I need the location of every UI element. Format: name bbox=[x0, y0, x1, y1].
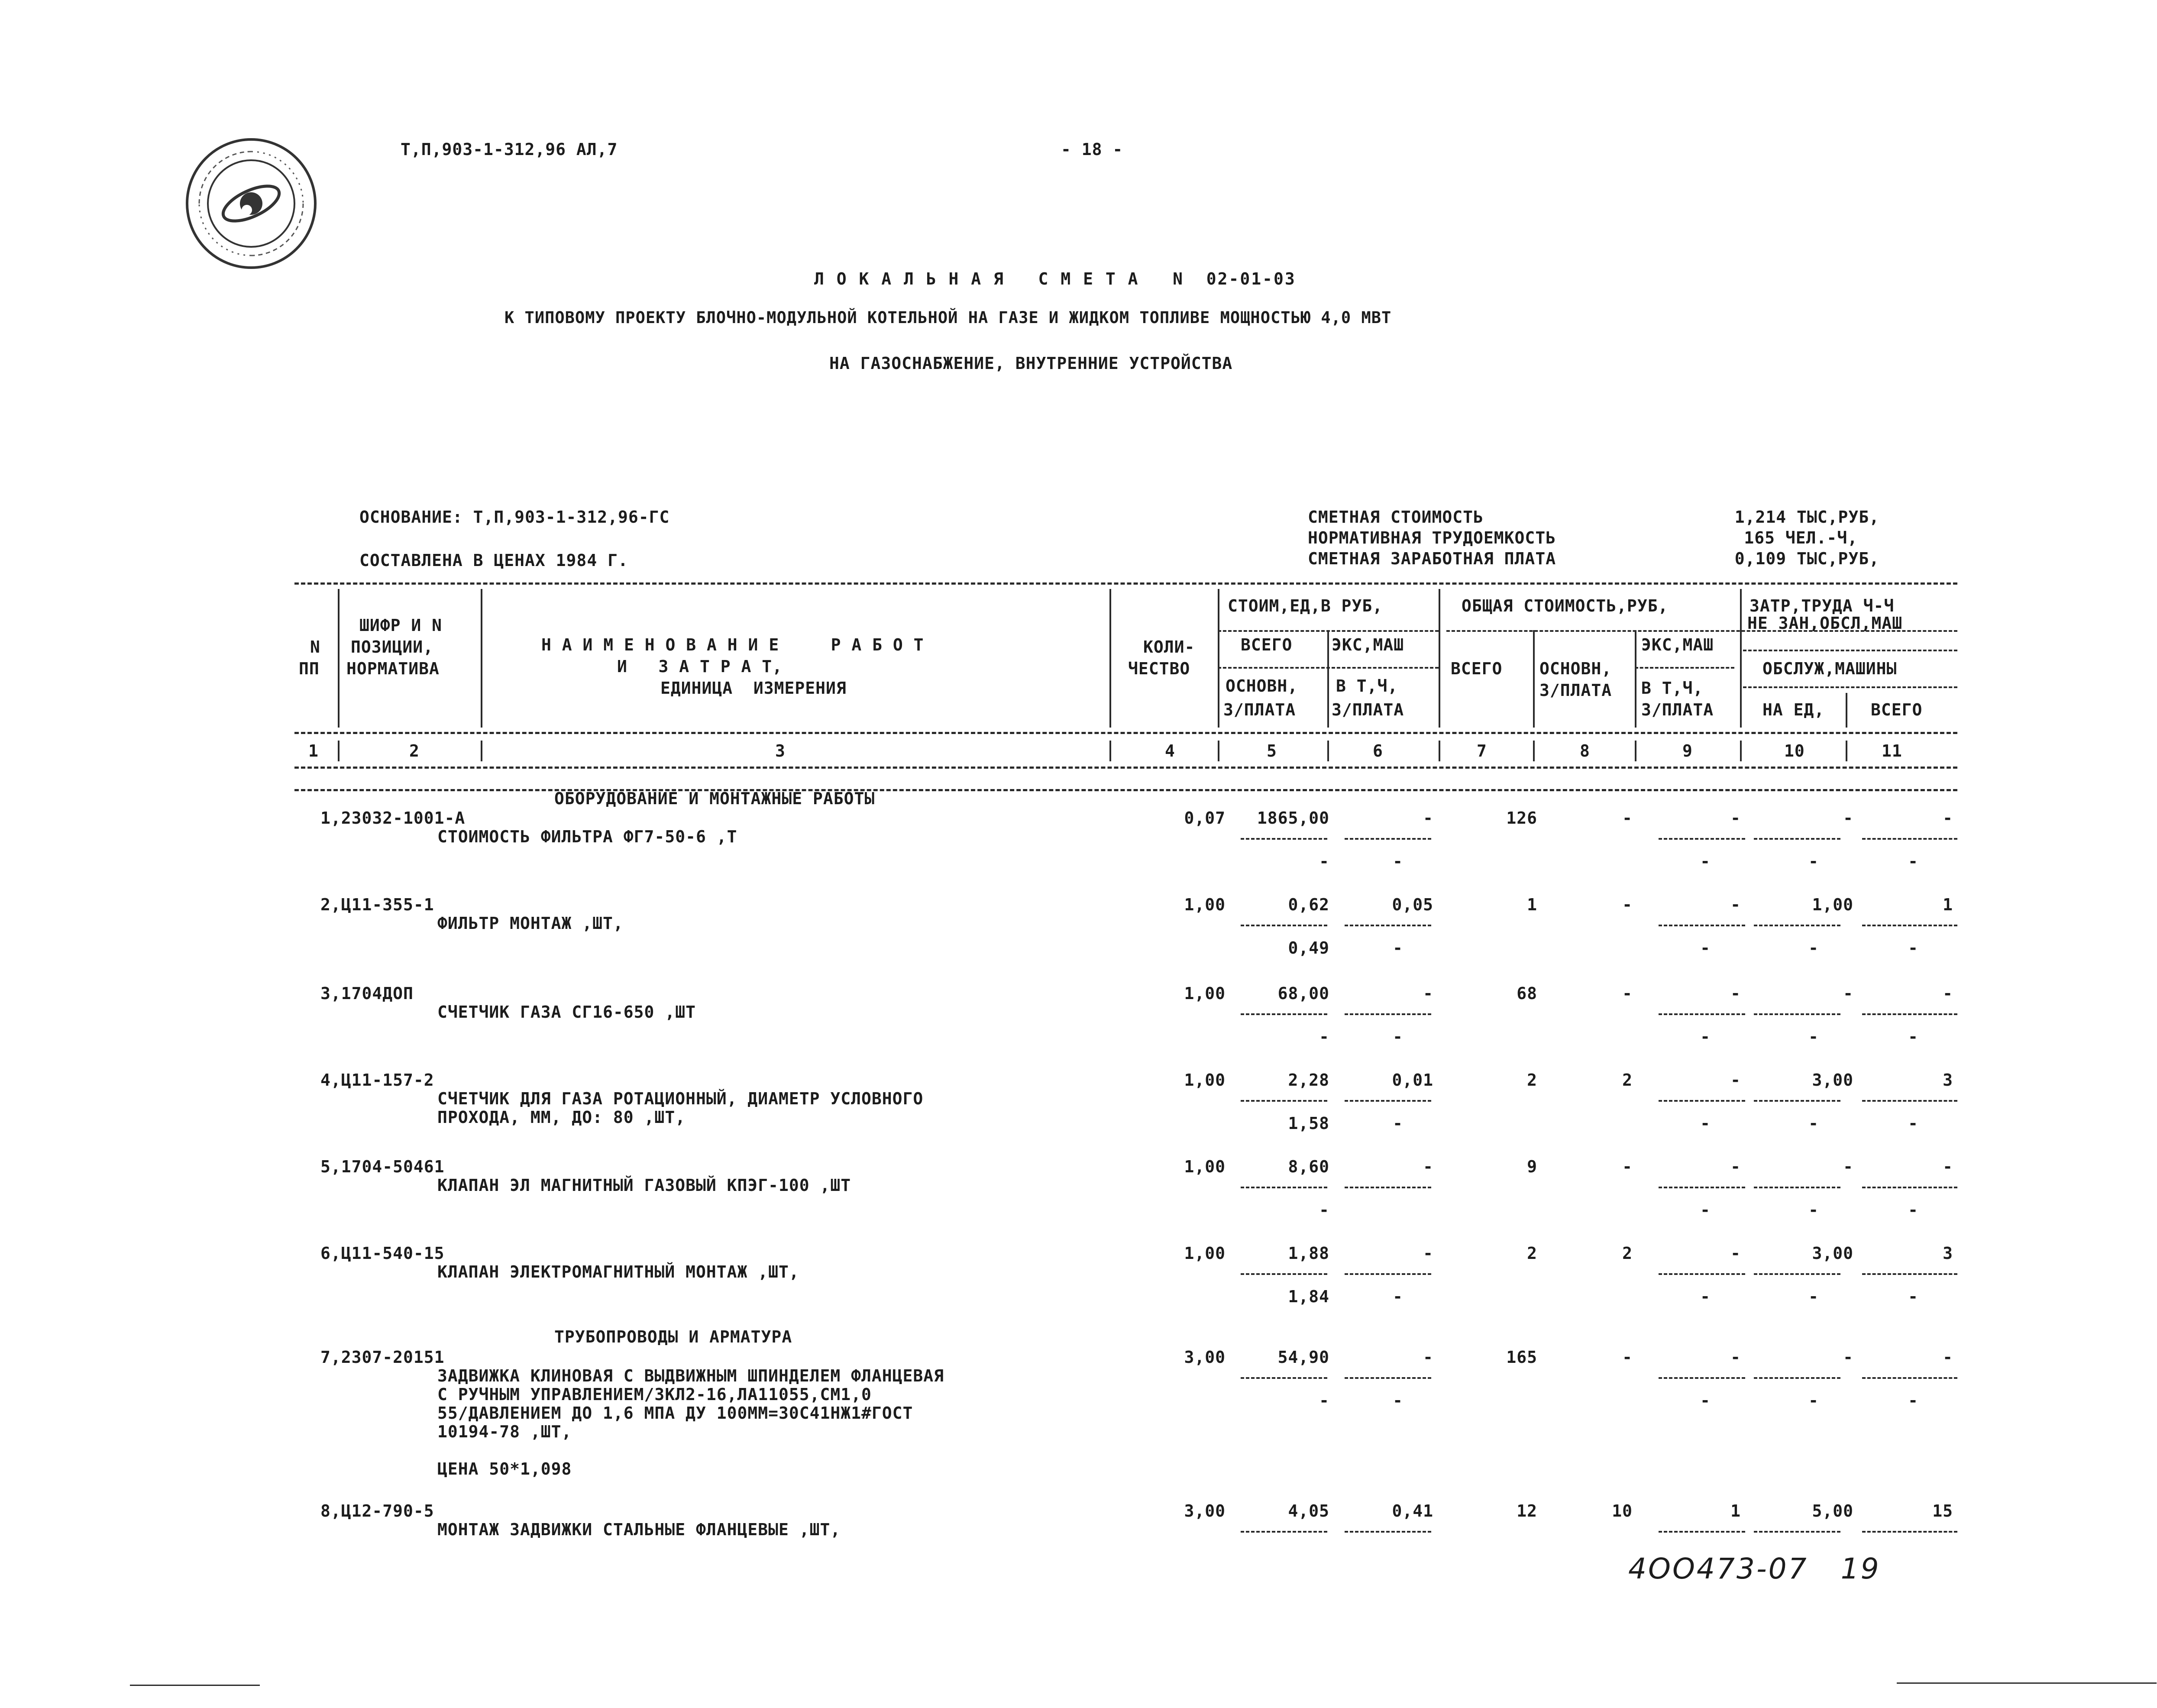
row-c6: 0,41 bbox=[1392, 1501, 1433, 1520]
cell-divider bbox=[1754, 1013, 1840, 1015]
header-unit-mach: З/ПЛАТА bbox=[1332, 700, 1404, 719]
row-c10-base: - bbox=[1808, 1027, 1819, 1046]
cell-divider bbox=[1659, 1100, 1745, 1102]
row-qty: 1,00 bbox=[1184, 1244, 1226, 1263]
row-c11: 1 bbox=[1943, 895, 1953, 914]
row-c9-base: - bbox=[1700, 938, 1711, 958]
row-c7: 165 bbox=[1506, 1348, 1537, 1367]
page-number: - 18 - bbox=[1061, 140, 1123, 159]
row-c6: 0,01 bbox=[1392, 1071, 1433, 1090]
header-n: N bbox=[310, 637, 320, 657]
row-c6-base: - bbox=[1393, 1027, 1403, 1046]
summary-value: 0,109 ТЫС,РУБ, bbox=[1734, 549, 1879, 568]
row-c11: 3 bbox=[1943, 1244, 1953, 1263]
header-labor: НЕ ЗАН,ОБСЛ,МАШ bbox=[1747, 614, 1903, 633]
row-c6-base: - bbox=[1393, 1391, 1403, 1410]
column-number: 5 bbox=[1267, 741, 1277, 760]
header-name: Н А И М Е Н О В А Н И Е Р А Б О Т bbox=[541, 635, 924, 654]
cell-divider bbox=[1862, 925, 1957, 926]
header-total: ВСЕГО bbox=[1451, 659, 1503, 678]
summary-value: 1,214 ТЫС,РУБ, bbox=[1734, 508, 1879, 527]
row-c5: 1,88 bbox=[1288, 1244, 1329, 1263]
row-c9-base: - bbox=[1700, 1287, 1711, 1306]
cell-divider bbox=[1345, 925, 1431, 926]
estimate-section: НА ГАЗОСНАБЖЕНИЕ, ВНУТРЕННИЕ УСТРОЙСТВА bbox=[829, 354, 1233, 373]
row-c11-base: - bbox=[1908, 938, 1918, 958]
row-c6-base: - bbox=[1393, 852, 1403, 871]
row-c9: 1 bbox=[1730, 1501, 1741, 1520]
summary-label: СМЕТНАЯ ЗАРАБОТНАЯ ПЛАТА bbox=[1308, 549, 1556, 568]
handwritten-note: 4ОО473-07 19 bbox=[1628, 1552, 1881, 1585]
cell-divider bbox=[1862, 1100, 1957, 1102]
row-c11: - bbox=[1943, 1157, 1953, 1176]
column-number: 9 bbox=[1682, 741, 1693, 760]
row-qty: 1,00 bbox=[1184, 1157, 1226, 1176]
cell-divider bbox=[1345, 1187, 1431, 1188]
cell-divider bbox=[1659, 1013, 1745, 1015]
header-total-base: ОСНОВН, bbox=[1539, 659, 1612, 678]
cell-divider bbox=[1345, 1273, 1431, 1275]
cell-divider bbox=[1241, 1531, 1327, 1533]
cell-divider bbox=[1862, 1013, 1957, 1015]
column-number: 11 bbox=[1882, 741, 1902, 760]
cell-divider bbox=[1862, 1531, 1957, 1533]
column-number: 1 bbox=[308, 741, 319, 760]
row-c7: 1 bbox=[1527, 895, 1537, 914]
summary-label: СМЕТНАЯ СТОИМОСТЬ bbox=[1308, 508, 1484, 527]
row-name: 10194-78 ,ШТ, bbox=[437, 1422, 572, 1441]
row-c5: 4,05 bbox=[1288, 1501, 1329, 1520]
header-total-mach: ЭКС,МАШ bbox=[1641, 635, 1714, 654]
row-c10-base: - bbox=[1808, 1114, 1819, 1133]
header-code: НОРМАТИВА bbox=[346, 659, 440, 678]
header-unit-base: З/ПЛАТА bbox=[1223, 700, 1296, 719]
row-c5-base: - bbox=[1319, 1027, 1329, 1046]
cell-divider bbox=[1345, 1377, 1431, 1379]
row-c9-base: - bbox=[1700, 852, 1711, 871]
row-c5-base: - bbox=[1319, 1200, 1329, 1220]
cell-divider bbox=[1659, 1273, 1745, 1275]
row-c9: - bbox=[1730, 1244, 1741, 1263]
header-code: ПОЗИЦИИ, bbox=[351, 637, 434, 657]
row-name: СЧЕТЧИК ГАЗА СГ16-650 ,ШТ bbox=[437, 1003, 696, 1022]
row-c6: - bbox=[1423, 809, 1433, 828]
row-qty: 1,00 bbox=[1184, 895, 1226, 914]
column-number: 3 bbox=[775, 741, 786, 760]
row-qty: 3,00 bbox=[1184, 1348, 1226, 1367]
row-name: КЛАПАН ЭЛЕКТРОМАГНИТНЫЙ МОНТАЖ ,ШТ, bbox=[437, 1262, 799, 1281]
section-heading: ТРУБОПРОВОДЫ И АРМАТУРА bbox=[554, 1327, 792, 1346]
header-code: ШИФР И N bbox=[359, 616, 443, 635]
row-c9: - bbox=[1730, 1071, 1741, 1090]
row-qty: 3,00 bbox=[1184, 1501, 1226, 1520]
doc-code: Т,П,903-1-312,96 АЛ,7 bbox=[401, 140, 618, 159]
prices-text: СОСТАВЛЕНА В ЦЕНАХ 1984 Г. bbox=[359, 551, 628, 570]
estimate-title: Л О К А Л Ь Н А Я С М Е Т А N 02-01-03 bbox=[814, 269, 1296, 288]
column-number: 4 bbox=[1165, 741, 1175, 760]
row-c8: 10 bbox=[1612, 1501, 1633, 1520]
row-c5-base: - bbox=[1319, 1391, 1329, 1410]
row-c5: 8,60 bbox=[1288, 1157, 1329, 1176]
row-c11-base: - bbox=[1908, 1200, 1918, 1220]
row-c9-base: - bbox=[1700, 1200, 1711, 1220]
header-unit-mach: В Т,Ч, bbox=[1336, 676, 1398, 695]
header-quantity: КОЛИ- bbox=[1143, 637, 1195, 657]
cell-divider bbox=[1345, 838, 1431, 840]
cell-divider bbox=[1754, 1531, 1840, 1533]
row-c5: 0,62 bbox=[1288, 895, 1329, 914]
row-c9-base: - bbox=[1700, 1027, 1711, 1046]
cell-divider bbox=[1754, 1187, 1840, 1188]
column-number: 10 bbox=[1784, 741, 1805, 760]
cell-divider bbox=[1659, 1187, 1745, 1188]
row-c8: - bbox=[1622, 895, 1633, 914]
row-c10-base: - bbox=[1808, 852, 1819, 871]
header-unit-total: ВСЕГО bbox=[1241, 635, 1293, 654]
header-unit-mach: ЭКС,МАШ bbox=[1332, 635, 1404, 654]
row-c7: 68 bbox=[1517, 984, 1537, 1003]
row-c8: 2 bbox=[1622, 1071, 1633, 1090]
column-number: 8 bbox=[1580, 741, 1590, 760]
row-c10: 5,00 bbox=[1812, 1501, 1853, 1520]
row-qty: 1,00 bbox=[1184, 1071, 1226, 1090]
row-c7: 12 bbox=[1517, 1501, 1537, 1520]
row-code: 2,Ц11-355-1 bbox=[320, 895, 434, 914]
row-c7: 9 bbox=[1527, 1157, 1537, 1176]
row-name: СЧЕТЧИК ДЛЯ ГАЗА РОТАЦИОННЫЙ, ДИАМЕТР УСЛОВНОГО bbox=[437, 1089, 924, 1108]
header-labor: ЗАТР,ТРУДА Ч-Ч bbox=[1750, 596, 1895, 615]
cell-divider bbox=[1659, 1531, 1745, 1533]
header-name: ЕДИНИЦА ИЗМЕРЕНИЯ bbox=[660, 679, 847, 698]
row-c6: - bbox=[1423, 1157, 1433, 1176]
column-number: 2 bbox=[409, 741, 420, 760]
row-c10-base: - bbox=[1808, 1391, 1819, 1410]
row-c11-base: - bbox=[1908, 852, 1918, 871]
row-c9: - bbox=[1730, 809, 1741, 828]
row-c10: 3,00 bbox=[1812, 1244, 1853, 1263]
row-code: 7,2307-20151 bbox=[320, 1348, 445, 1367]
cell-divider bbox=[1241, 925, 1327, 926]
row-c5: 68,00 bbox=[1277, 984, 1329, 1003]
row-c10-base: - bbox=[1808, 1200, 1819, 1220]
summary-label: НОРМАТИВНАЯ ТРУДОЕМКОСТЬ bbox=[1308, 528, 1556, 547]
header-unit-cost: СТОИМ,ЕД,В РУБ, bbox=[1228, 596, 1383, 615]
row-c9-base: - bbox=[1700, 1114, 1711, 1133]
row-c11: - bbox=[1943, 809, 1953, 828]
cell-divider bbox=[1754, 1100, 1840, 1102]
row-code: 5,1704-50461 bbox=[320, 1157, 445, 1176]
estimate-subtitle: К ТИПОВОМУ ПРОЕКТУ БЛОЧНО-МОДУЛЬНОЙ КОТЕЛЬНОЙ НА ГАЗЕ И ЖИДКОМ ТОПЛИВЕ МОЩНОСТЬЮ 4,0 МВТ bbox=[504, 308, 1392, 327]
row-c10: 3,00 bbox=[1812, 1071, 1853, 1090]
row-c7: 2 bbox=[1527, 1071, 1537, 1090]
row-code: 6,Ц11-540-15 bbox=[320, 1244, 445, 1263]
row-c5: 1865,00 bbox=[1257, 809, 1329, 828]
row-name: С РУЧНЫМ УПРАВЛЕНИЕМ/ЗКЛ2-16,ЛА11055,СМ1,0 bbox=[437, 1385, 872, 1404]
cell-divider bbox=[1241, 1013, 1327, 1015]
cell-divider bbox=[1241, 1100, 1327, 1102]
column-number: 6 bbox=[1373, 741, 1383, 760]
row-c6: - bbox=[1423, 984, 1433, 1003]
row-c6-base: - bbox=[1393, 938, 1403, 958]
row-code: 1,23032-1001-А bbox=[320, 809, 466, 828]
row-c5-base: 0,49 bbox=[1288, 938, 1329, 958]
organization-seal-icon bbox=[182, 134, 320, 273]
row-c11: - bbox=[1943, 984, 1953, 1003]
row-c6: 0,05 bbox=[1392, 895, 1433, 914]
header-total-cost: ОБЩАЯ СТОИМОСТЬ,РУБ, bbox=[1462, 596, 1669, 615]
row-c11-base: - bbox=[1908, 1027, 1918, 1046]
row-c11: 15 bbox=[1932, 1501, 1953, 1520]
row-name: СТОИМОСТЬ ФИЛЬТРА ФГ7-50-6 ,Т bbox=[437, 827, 737, 846]
row-c11: - bbox=[1943, 1348, 1953, 1367]
row-c10: 1,00 bbox=[1812, 895, 1853, 914]
header-labor-unit: НА ЕД, bbox=[1762, 700, 1825, 719]
row-c11: 3 bbox=[1943, 1071, 1953, 1090]
row-qty: 0,07 bbox=[1184, 809, 1226, 828]
row-name: ЦЕНА 50*1,098 bbox=[437, 1459, 572, 1478]
cell-divider bbox=[1241, 838, 1327, 840]
row-c5: 54,90 bbox=[1277, 1348, 1329, 1367]
cell-divider bbox=[1754, 1273, 1840, 1275]
cell-divider bbox=[1241, 1377, 1327, 1379]
row-c11-base: - bbox=[1908, 1391, 1918, 1410]
cell-divider bbox=[1345, 1100, 1431, 1102]
row-name: ПРОХОДА, ММ, ДО: 80 ,ШТ, bbox=[437, 1108, 686, 1127]
row-c10: - bbox=[1843, 984, 1853, 1003]
cell-divider bbox=[1659, 838, 1745, 840]
header-name: И З А Т Р А Т, bbox=[617, 657, 783, 676]
row-name: КЛАПАН ЭЛ МАГНИТНЫЙ ГАЗОВЫЙ КПЭГ-100 ,ШТ bbox=[437, 1176, 851, 1195]
row-c11-base: - bbox=[1908, 1287, 1918, 1306]
row-name: ЗАДВИЖКА КЛИНОВАЯ С ВЫДВИЖНЫМ ШПИНДЕЛЕМ ФЛАНЦЕВАЯ bbox=[437, 1366, 944, 1385]
cell-divider bbox=[1241, 1187, 1327, 1188]
summary-value: 165 ЧЕЛ.-Ч, bbox=[1744, 528, 1858, 547]
header-labor-total: ВСЕГО bbox=[1871, 700, 1923, 719]
row-c10-base: - bbox=[1808, 1287, 1819, 1306]
cell-divider bbox=[1754, 925, 1840, 926]
cell-divider bbox=[1754, 1377, 1840, 1379]
row-c10: - bbox=[1843, 1348, 1853, 1367]
row-c10-base: - bbox=[1808, 938, 1819, 958]
row-c6: - bbox=[1423, 1348, 1433, 1367]
row-c9: - bbox=[1730, 1157, 1741, 1176]
cell-divider bbox=[1345, 1531, 1431, 1533]
column-number: 7 bbox=[1477, 741, 1487, 760]
row-c11-base: - bbox=[1908, 1114, 1918, 1133]
row-qty: 1,00 bbox=[1184, 984, 1226, 1003]
header-total-base: З/ПЛАТА bbox=[1539, 681, 1612, 700]
row-c8: - bbox=[1622, 984, 1633, 1003]
row-c9: - bbox=[1730, 984, 1741, 1003]
cell-divider bbox=[1241, 1273, 1327, 1275]
row-c8: - bbox=[1622, 1157, 1633, 1176]
row-c8: - bbox=[1622, 809, 1633, 828]
row-name: ФИЛЬТР МОНТАЖ ,ШТ, bbox=[437, 914, 624, 933]
cell-divider bbox=[1754, 838, 1840, 840]
row-c6-base: - bbox=[1393, 1114, 1403, 1133]
row-code: 4,Ц11-157-2 bbox=[320, 1071, 434, 1090]
cell-divider bbox=[1862, 1273, 1957, 1275]
section-heading: ОБОРУДОВАНИЕ И МОНТАЖНЫЕ РАБОТЫ bbox=[554, 789, 875, 808]
row-c8: 2 bbox=[1622, 1244, 1633, 1263]
row-c5: 2,28 bbox=[1288, 1071, 1329, 1090]
row-c10: - bbox=[1843, 809, 1853, 828]
row-code: 3,1704ДОП bbox=[320, 984, 414, 1003]
row-c5-base: 1,84 bbox=[1288, 1287, 1329, 1306]
row-c5-base: 1,58 bbox=[1288, 1114, 1329, 1133]
row-c7: 126 bbox=[1506, 809, 1537, 828]
row-c9: - bbox=[1730, 895, 1741, 914]
cell-divider bbox=[1659, 925, 1745, 926]
header-unit-base: ОСНОВН, bbox=[1226, 676, 1298, 695]
header-pp: ПП bbox=[299, 659, 320, 678]
row-c9-base: - bbox=[1700, 1391, 1711, 1410]
row-c7: 2 bbox=[1527, 1244, 1537, 1263]
row-c6: - bbox=[1423, 1244, 1433, 1263]
header-total-mach: В Т,Ч, bbox=[1641, 679, 1704, 698]
header-labor: ОБСЛУЖ,МАШИНЫ bbox=[1762, 659, 1897, 678]
row-name: 55/ДАВЛЕНИЕМ ДО 1,6 МПА ДУ 100ММ=30С41НЖ1#ГОСТ bbox=[437, 1404, 913, 1423]
row-name: МОНТАЖ ЗАДВИЖКИ СТАЛЬНЫЕ ФЛАНЦЕВЫЕ ,ШТ, bbox=[437, 1520, 841, 1539]
cell-divider bbox=[1659, 1377, 1745, 1379]
header-total-mach: З/ПЛАТА bbox=[1641, 700, 1714, 719]
cell-divider bbox=[1862, 1187, 1957, 1188]
cell-divider bbox=[1345, 1013, 1431, 1015]
cell-divider bbox=[1862, 1377, 1957, 1379]
row-c8: - bbox=[1622, 1348, 1633, 1367]
cell-divider bbox=[1862, 838, 1957, 840]
basis-text: ОСНОВАНИЕ: Т,П,903-1-312,96-ГС bbox=[359, 508, 670, 527]
row-c9: - bbox=[1730, 1348, 1741, 1367]
row-c6-base: - bbox=[1393, 1287, 1403, 1306]
row-code: 8,Ц12-790-5 bbox=[320, 1501, 434, 1520]
header-quantity: ЧЕСТВО bbox=[1128, 659, 1190, 678]
row-c5-base: - bbox=[1319, 852, 1329, 871]
row-c10: - bbox=[1843, 1157, 1853, 1176]
